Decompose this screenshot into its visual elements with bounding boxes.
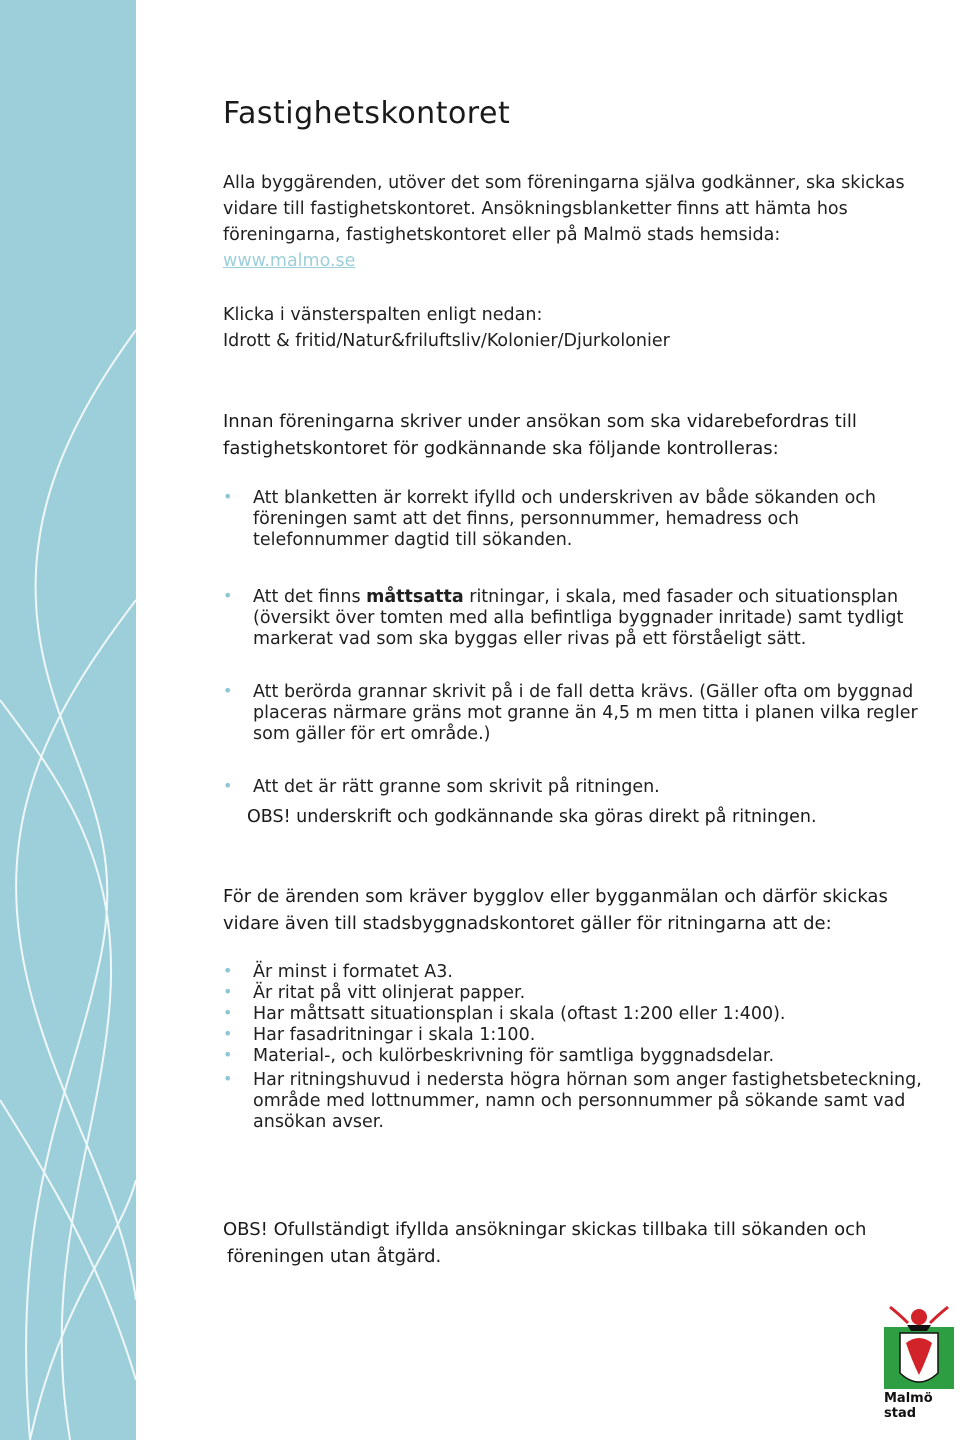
bullet-icon: • (223, 1069, 233, 1088)
drawing-item: • Material-, och kulörbeskrivning för samtliga byggnadsdelar. (223, 1045, 775, 1066)
bullet-icon: • (223, 961, 233, 980)
check-item: • Att det är rätt granne som skrivit på ritningen. (223, 776, 660, 797)
page-title: Fastighetskontoret (223, 96, 511, 131)
bullet-icon: • (223, 681, 233, 700)
drawing-list (223, 962, 923, 1133)
drawing-item: • Är ritat på vitt olinjerat papper. (223, 982, 526, 1003)
final-note (223, 1216, 943, 1270)
final-note-line2: föreningen utan åtgärd. (227, 1246, 442, 1267)
drawing-item: • Har ritningshuvud i nedersta högra hörnan som anger fastighetsbeteckning, område med lottnummer, namn och personnummer på sökande samt vad ansökan avser. (223, 1069, 922, 1132)
logo-wordmark: Malmö stad (884, 1391, 933, 1421)
bullet-icon: • (223, 1003, 233, 1022)
obs-label: OBS! (247, 807, 291, 827)
obs-text: underskrift och godkännande ska göras direkt på ritningen. (290, 807, 817, 827)
malmo-website-link[interactable]: www.malmo.se (223, 251, 356, 271)
bullet-icon: • (223, 776, 233, 795)
check-heading: Innan föreningarna skriver under ansökan som ska vidarebefordras till fastighetskontoret för godkännande ska följande kontrolleras: (223, 411, 857, 459)
nav-path: Idrott & fritid/Natur&friluftsliv/Kolonier/Djurkolonier (223, 331, 670, 351)
bullet-icon: • (223, 487, 233, 506)
intro-text: Alla byggärenden, utöver det som föreningarna själva godkänner, ska skickas vidare till fastighetskontoret. Ansökningsblanketter finns att hämta hos föreningarna, fastighetskontoret eller på Malmö stads hemsida: (223, 173, 905, 245)
drawing-heading: För de ärenden som kräver bygglov eller bygganmälan och därför skickas vidare även till stadsbyggnadskontoret gäller för ritningarna att de: (223, 886, 888, 934)
intro-paragraph (223, 170, 923, 274)
navigation-instructions (223, 302, 670, 354)
decorative-side-band (0, 0, 136, 1440)
bullet-icon: • (223, 1045, 233, 1064)
check-item: • Att det finns måttsatta ritningar, i skala, med fasader och situationsplan (översikt över tomten med alla befintliga byggnader inritade) samt tydligt markerat vad som ska byggas eller rivas på ett förståeligt sätt. (223, 586, 904, 649)
nav-instruction: Klicka i vänsterspalten enligt nedan: (223, 305, 543, 325)
drawing-item: • Har måttsatt situationsplan i skala (oftast 1:200 eller 1:400). (223, 1003, 786, 1024)
check-item: • Att blanketten är korrekt ifylld och underskriven av både sökanden och föreningen samt att det finns, personnummer, hemadress och telefonnummer dagtid till sökanden. (223, 487, 876, 550)
drawing-item: • Har fasadritningar i skala 1:100. (223, 1024, 536, 1045)
bullet-icon: • (223, 1024, 233, 1043)
final-note-line1: OBS! Ofullständigt ifyllda ansökningar skickas tillbaka till sökanden och (223, 1219, 867, 1240)
check-item: • Att berörda grannar skrivit på i de fall detta krävs. (Gäller ofta om byggnad placeras närmare gräns mot granne än 4,5 m men titta i planen vilka regler som gäller för ert område.) (223, 681, 918, 744)
check-list (223, 488, 923, 798)
drawing-item: • Är minst i formatet A3. (223, 961, 453, 982)
obs-note (247, 806, 817, 828)
emphasis-text: måttsatta (366, 587, 464, 607)
bullet-icon: • (223, 586, 233, 605)
bullet-icon: • (223, 982, 233, 1001)
